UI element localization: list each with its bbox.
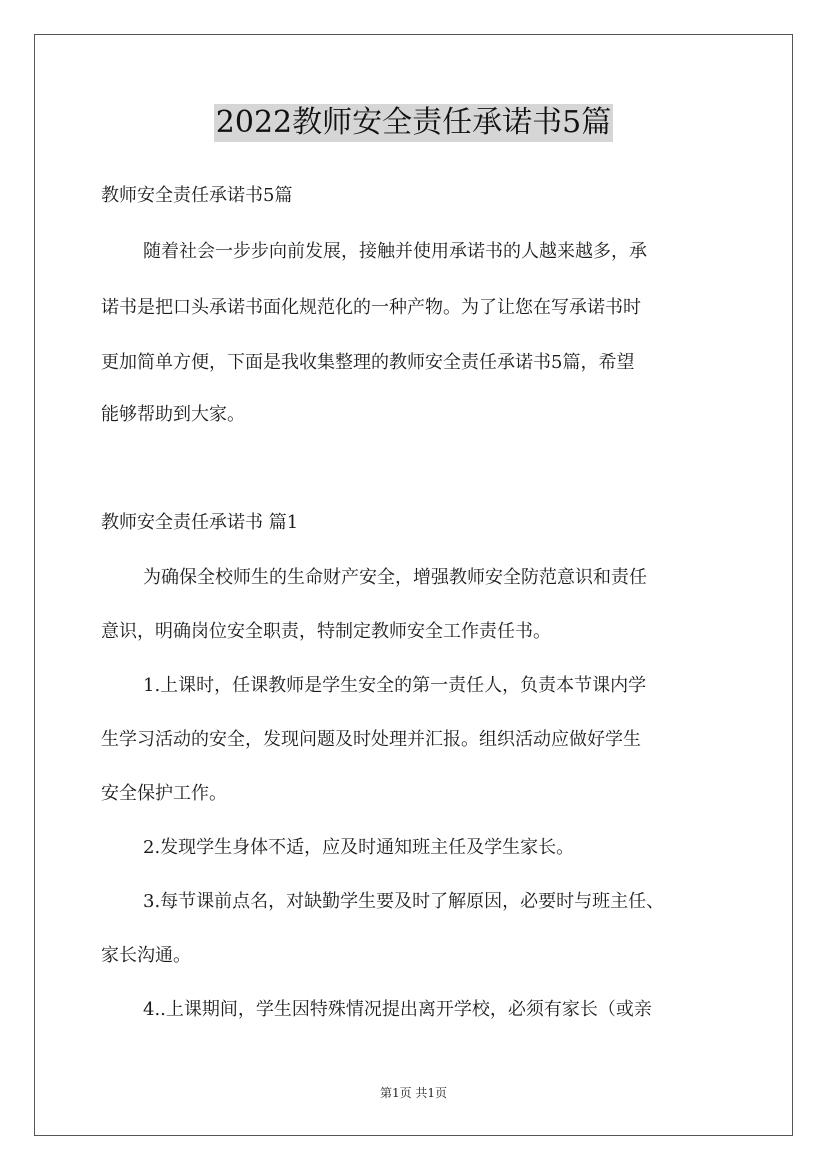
body-line: 为确保全校师生的生命财产安全，增强教师安全防范意识和责任 xyxy=(143,567,647,588)
intro-line: 更加简单方便，下面是我收集整理的教师安全责任承诺书5篇，希望 xyxy=(101,352,635,373)
intro-line: 诺书是把口头承诺书面化规范化的一种产物。为了让您在写承诺书时 xyxy=(101,297,641,318)
body-line: 1.上课时，任课教师是学生安全的第一责任人，负责本节课内学 xyxy=(143,675,647,696)
body-line: 4..上课期间，学生因特殊情况提出离开学校，必须有家长（或亲 xyxy=(143,999,652,1020)
intro-line: 随着社会一步步向前发展，接触并使用承诺书的人越来越多，承 xyxy=(143,241,647,262)
body-line: 2.发现学生身体不适，应及时通知班主任及学生家长。 xyxy=(143,837,575,858)
section-heading: 教师安全责任承诺书 篇1 xyxy=(101,512,299,533)
body-line: 意识，明确岗位安全职责，特制定教师安全工作责任书。 xyxy=(101,621,551,642)
body-line: 生学习活动的安全，发现问题及时处理并汇报。组织活动应做好学生 xyxy=(101,729,641,750)
body-line: 安全保护工作。 xyxy=(101,783,227,804)
document-title-wrap xyxy=(0,104,827,142)
body-line: 3.每节课前点名，对缺勤学生要及时了解原因，必要时与班主任、 xyxy=(143,891,665,912)
body-line: 家长沟通。 xyxy=(101,945,191,966)
page-number: 第1页 共1页 xyxy=(379,1086,448,1100)
document-title: 2022教师安全责任承诺书5篇 xyxy=(215,105,612,140)
intro-line: 能够帮助到大家。 xyxy=(101,404,245,425)
document-subtitle: 教师安全责任承诺书5篇 xyxy=(101,185,293,206)
